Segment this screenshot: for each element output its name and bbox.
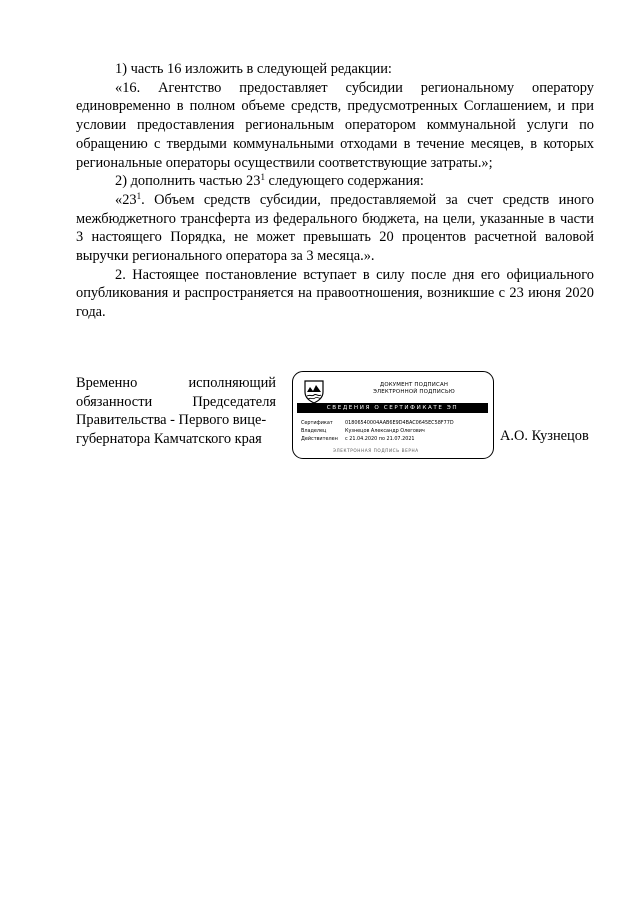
- stamp-row-certificate: Сертификат 01806540004AAB6E9D4BAC0645EC58F77D: [301, 420, 454, 426]
- stamp-row-validity: Действителен с 21.04.2020 по 21.07.2021: [301, 436, 415, 442]
- electronic-signature-stamp: [292, 371, 494, 459]
- position-line-1: Временно исполняющий: [76, 375, 276, 391]
- signatory-position: [76, 374, 276, 449]
- coat-of-arms-icon: [303, 378, 325, 404]
- paragraph-1: 1) часть 16 изложить в следующей редакции:: [115, 61, 392, 77]
- signatory-name: А.О. Кузнецов: [500, 428, 589, 444]
- paragraph-3: 2) дополнить частью $23^1$ следующего содержания:: [115, 172, 424, 190]
- position-line-3: Правительства - Первого вице-: [76, 412, 267, 429]
- position-line-4: губернатора Камчатского края: [76, 431, 262, 448]
- document-body: [76, 60, 594, 322]
- paragraph-4: «$23^1$. Объем средств субсидии, предоставляемой за счет средств иного межбюджетного трансферта из федерального бюджета, на цели, указанные в части 3 настоящего Порядка, не может превышать 20 процентов расчетной валовой выручки регионального оператора за 3 месяца.».: [76, 190, 594, 265]
- stamp-certificate-bar: СВЕДЕНИЯ О СЕРТИФИКАТЕ ЭП: [297, 403, 488, 413]
- stamp-header: ДОКУМЕНТ ПОДПИСАН ЭЛЕКТРОННОЙ ПОДПИСЬЮ: [373, 382, 455, 395]
- paragraph-2: «16. Агентство предоставляет субсидии региональному оператору единовременно в полном объеме средств, предусмотренных Соглашением, и при условии предоставления региональным оператором коммунальной услуги по обращению с твердыми коммунальными отходами в течение месяцев, в которых региональные операторы осуществили соответствующие затраты.»;: [76, 79, 594, 171]
- position-line-2: обязанности Председателя: [76, 393, 276, 410]
- stamp-row-owner: Владелец Кузнецов Александр Олегович: [301, 428, 425, 434]
- stamp-footer: ЭЛЕКТРОННАЯ ПОДПИСЬ ВЕРНА: [333, 448, 419, 453]
- paragraph-5: 2. Настоящее постановление вступает в силу после дня его официального опубликования и распространяется на правоотношения, возникшие с 23 июня 2020 года.: [76, 266, 594, 321]
